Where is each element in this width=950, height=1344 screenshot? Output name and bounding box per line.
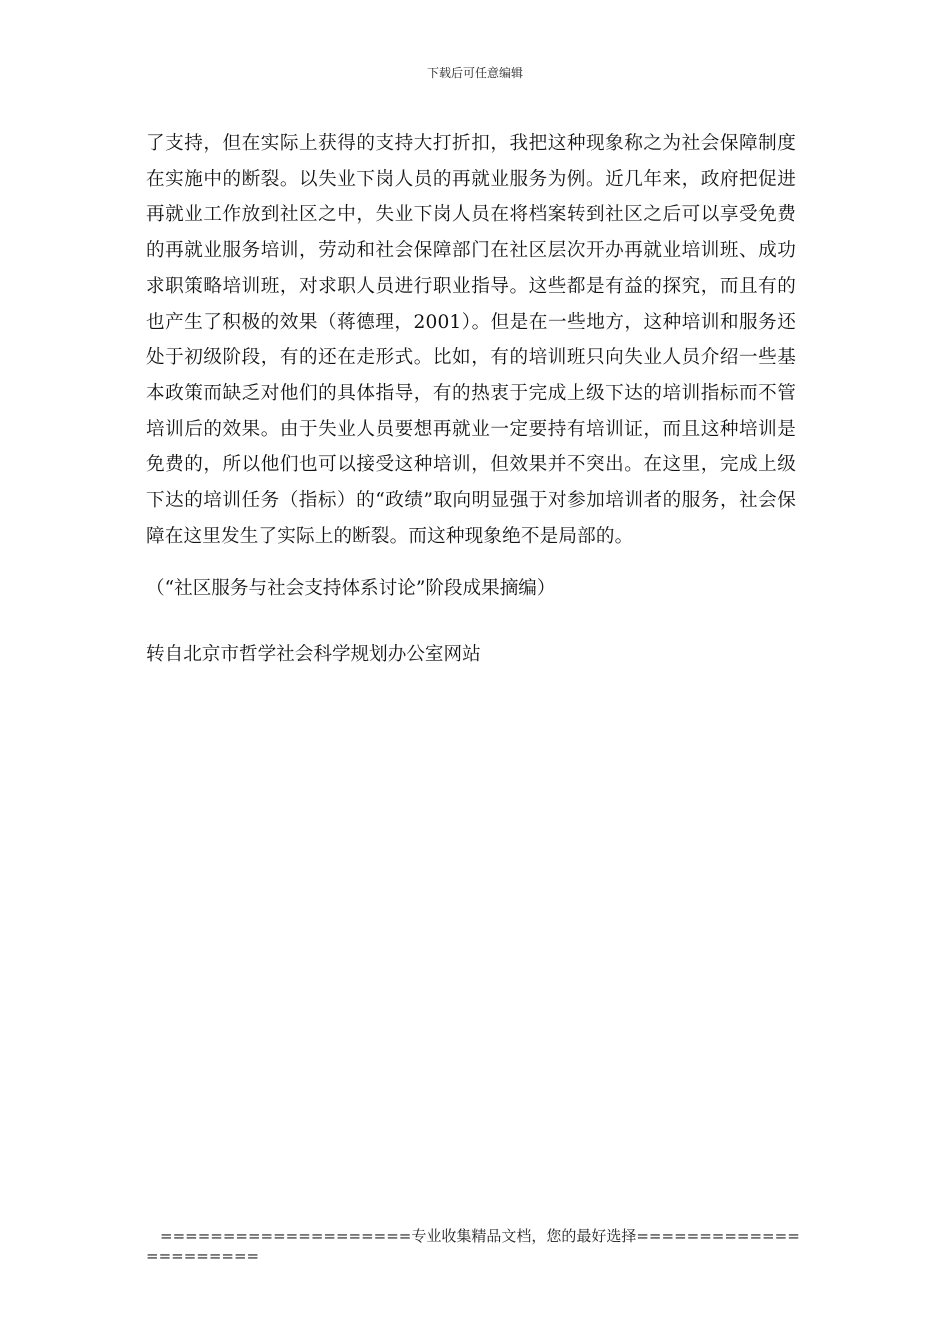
repost-note: 转自北京市哲学社会科学规划办公室网站 bbox=[146, 644, 481, 665]
main-paragraph: 了支持，但在实际上获得的支持大打折扣，我把这种现象称之为社会保障制度在实施中的断裂。以失业下岗人员的再就业服务为例。近几年来，政府把促进再就业工作放到社区之中，失业下岗人员在将档案转到社区之后可以享受免费的再就业服务培训，劳动和社会保障部门在社区层次开办再就业培训班、成功求职策略培训班，对求职人员进行职业指导。这些都是有益的探究，而且有的也产生了积极的效果（蒋德理，2001）。但是在一些地方，这种培训和服务还处于初级阶段，有的还在走形式。比如，有的培训班只向失业人员介绍一些基本政策而缺乏对他们的具体指导，有的热衷于完成上级下达的培训指标而不管培训后的效果。由于失业人员要想再就业一定要持有培训证，而且这种培训是免费的，所以他们也可以接受这种培训，但效果并不突出。在这里，完成上级下达的培训任务（指标）的“政绩”取向明显强于对参加培训者的服务，社会保障在这里发生了实际上的断裂。而这种现象绝不是局部的。 bbox=[146, 133, 796, 547]
source-note: （“社区服务与社会支持体系讨论”阶段成果摘编） bbox=[146, 578, 556, 599]
header-note: 下载后可任意编辑 bbox=[426, 66, 523, 80]
footer-banner: ====================专业收集精品文档，您的最好选择====================== bbox=[146, 1227, 800, 1265]
